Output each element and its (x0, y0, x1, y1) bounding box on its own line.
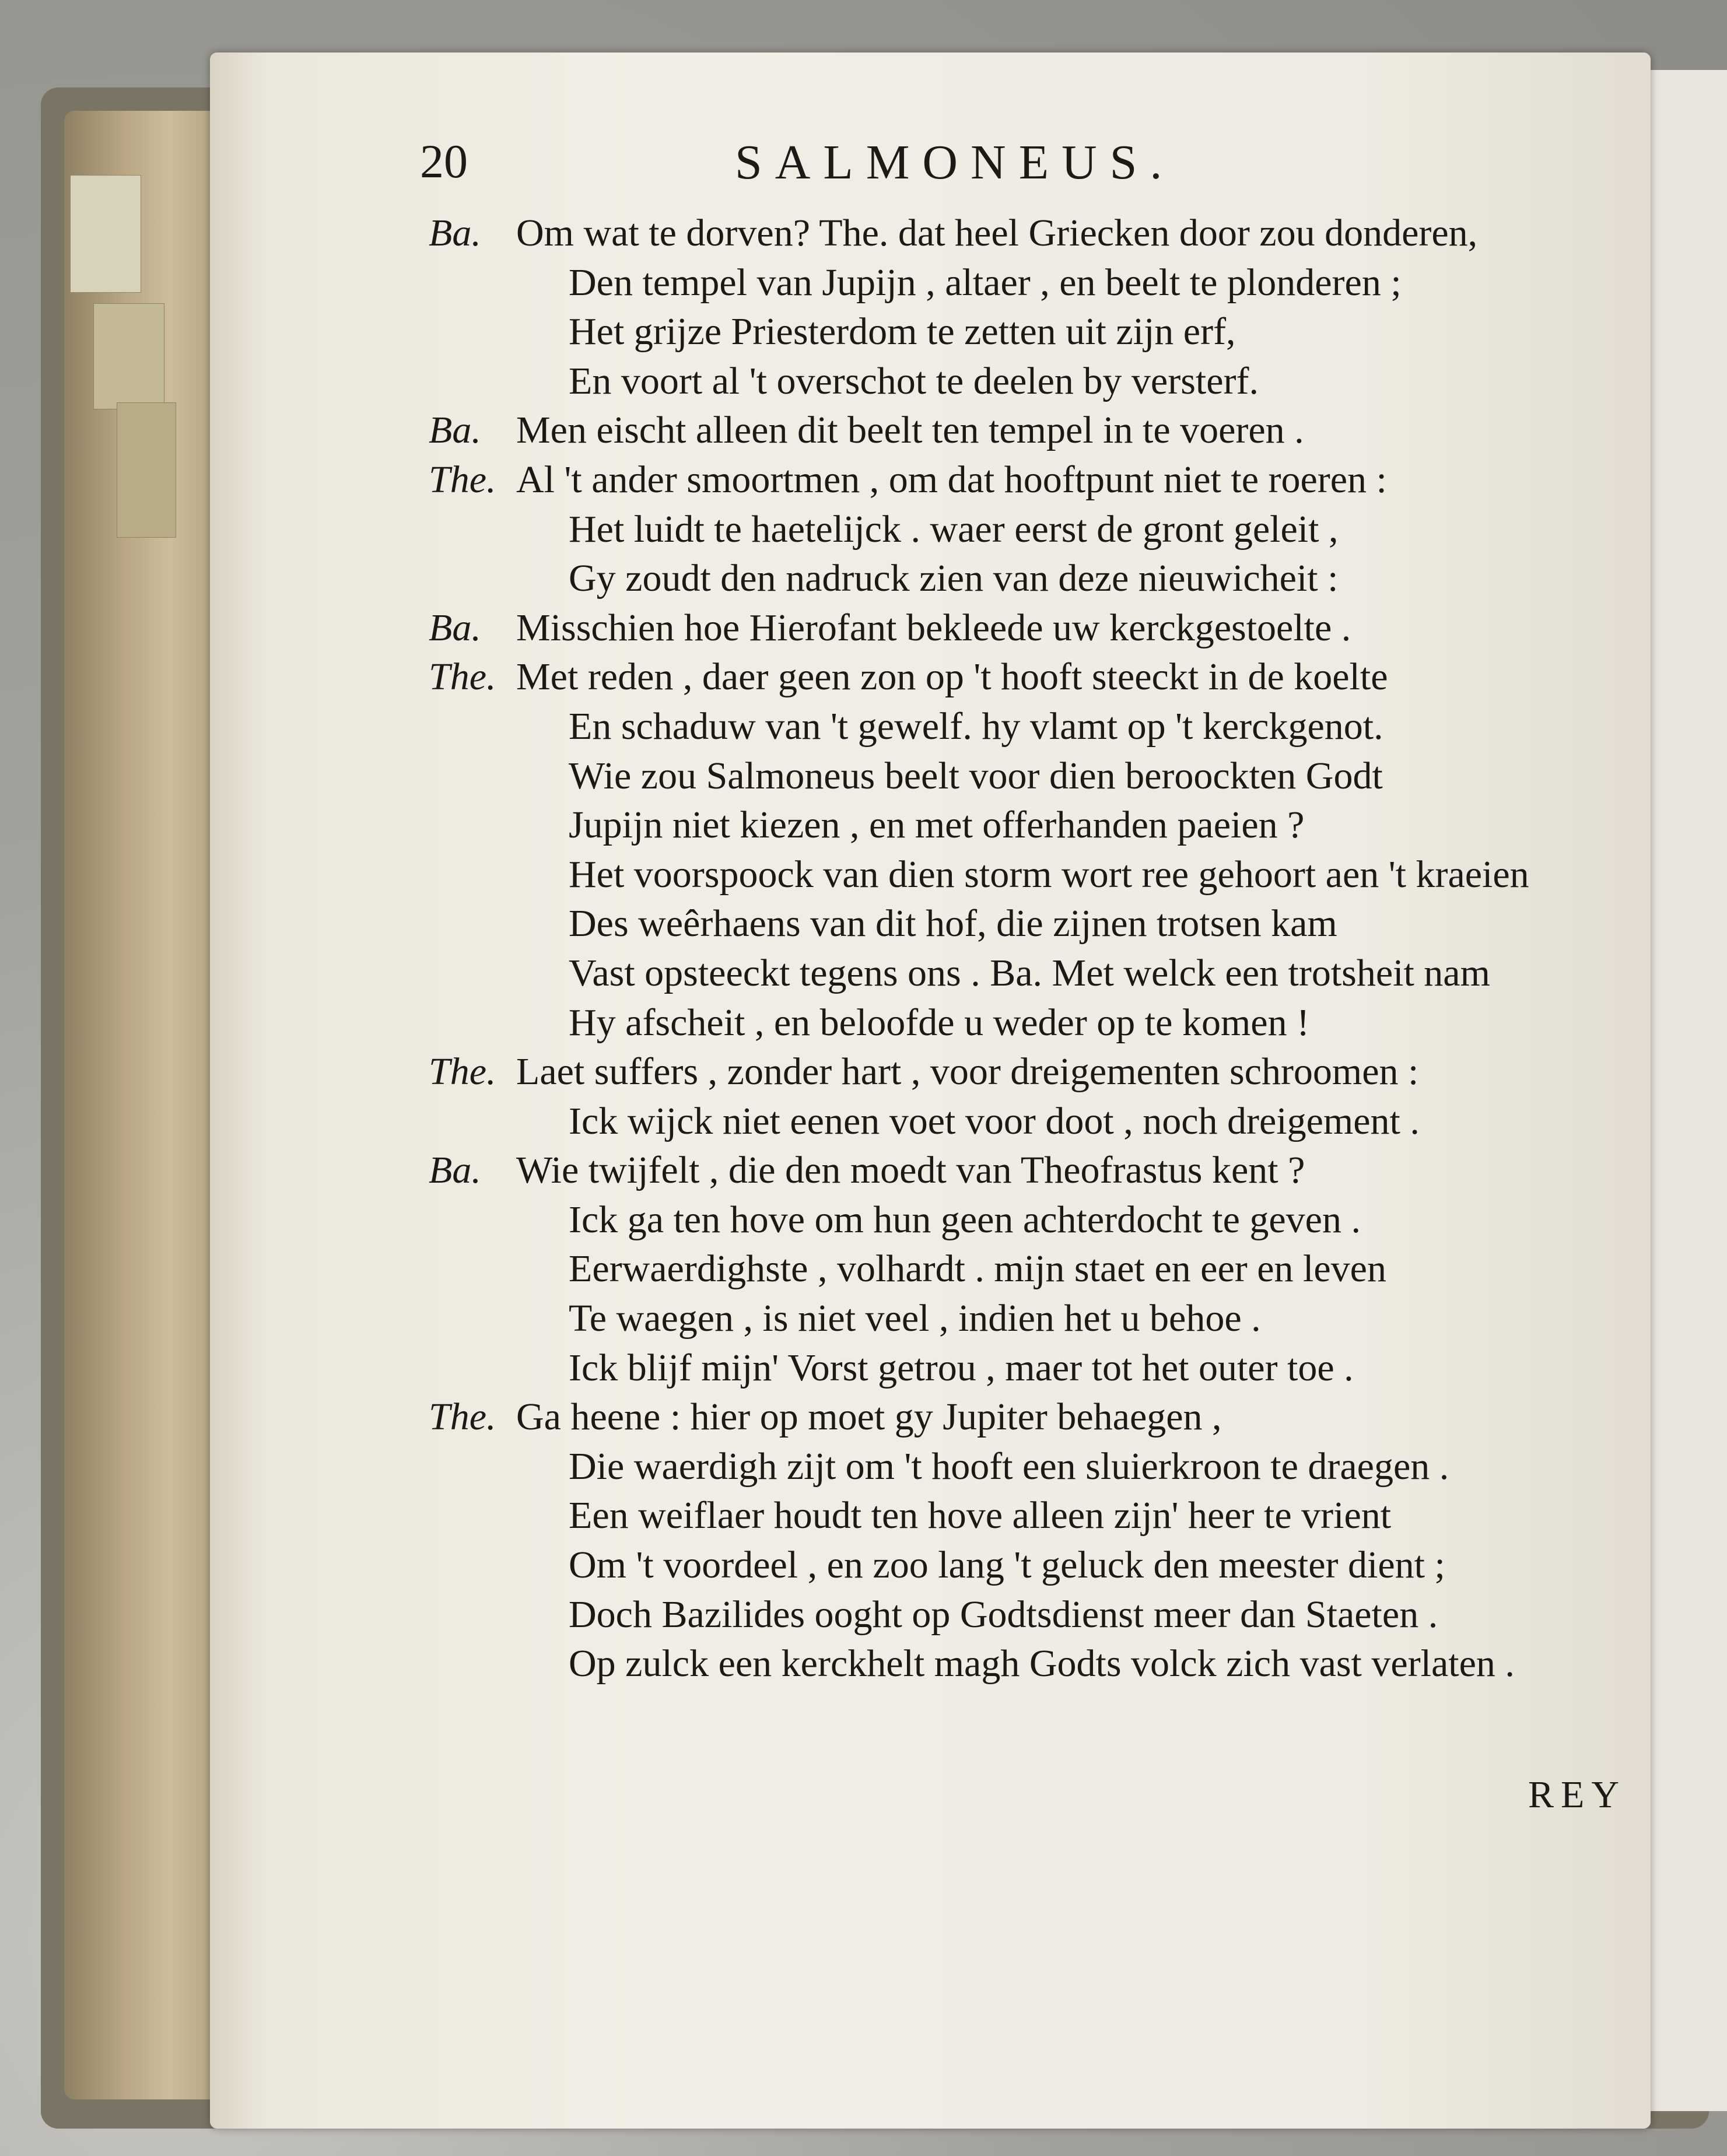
verse-line (429, 1442, 1607, 1492)
verse-line-text: En voort al 't overschot te deelen by versterf. (569, 359, 1259, 402)
verse-line-text: Al 't ander smoortmen , om dat hooftpunt niet te roeren : (516, 458, 1387, 501)
indent (516, 752, 569, 801)
speaker-label: The. (429, 1050, 496, 1093)
verse-line-text: Om wat te dorven? The. dat heel Griecken door zou donderen, (516, 212, 1478, 254)
speaker-label (429, 1590, 516, 1640)
verse-line-text: Eerwaerdighste , volhardt . mijn staet en eer en leven (569, 1247, 1386, 1291)
verse-line-text: Gy zoudt den nadruck zien van deze nieuwicheit : (569, 557, 1339, 600)
page-number: 20 (420, 135, 468, 188)
verse-line (429, 209, 1607, 258)
indent (516, 554, 569, 604)
verse-line (429, 1146, 1607, 1196)
speaker-label: Ba. (429, 212, 481, 254)
verse-line (429, 949, 1607, 998)
verse-line (429, 998, 1607, 1048)
indent (516, 1541, 569, 1590)
verse-line-text: Ick wijck niet eenen voet voor doot , noch dreigement . (569, 1099, 1420, 1142)
verse-line-text: Ick ga ten hove om hun geen achterdocht te geven . (569, 1198, 1361, 1241)
speaker-label (429, 1294, 516, 1344)
verse-line-text: Met reden , daer geen zon op 't hooft steeckt in de koelte (516, 655, 1388, 699)
verse-line-text: Te waegen , is niet veel , indien het u behoe . (569, 1297, 1261, 1340)
verse-line (429, 850, 1607, 900)
verse-line (429, 258, 1607, 308)
verse-line (429, 1639, 1607, 1689)
indent (516, 899, 569, 949)
verse-line (429, 653, 1607, 702)
verse-line-text: Hy afscheit , en beloofde u weder op te komen ! (569, 1001, 1310, 1044)
verse-line-text: Doch Bazilides ooght op Godtsdienst meer dan Staeten . (569, 1593, 1438, 1636)
verse-line-text: Ick blijf mijn' Vorst getrou , maer tot het outer toe . (569, 1346, 1354, 1389)
speaker-label (429, 899, 516, 949)
verse-line (429, 1590, 1607, 1640)
speaker-label (429, 1639, 516, 1689)
verse-line-text: Om 't voordeel , en zoo lang 't geluck den meester dient ; (569, 1544, 1445, 1587)
verse-line-text: Ga heene : hier op moet gy Jupiter behaegen , (516, 1396, 1222, 1439)
indent (516, 702, 569, 752)
verse-line (429, 1393, 1607, 1442)
indent (516, 998, 569, 1048)
indent (516, 1590, 569, 1640)
verse-line-text: Des weêrhaens van dit hof, die zijnen trotsen kam (569, 902, 1337, 945)
verse-line (429, 307, 1607, 357)
indent (516, 505, 569, 555)
speaker-label (429, 702, 516, 752)
indent (516, 1344, 569, 1393)
verse-line (429, 899, 1607, 949)
verse-line-text: Laet suffers , zonder hart , voor dreigementen schroomen : (516, 1050, 1419, 1093)
speaker-label (429, 505, 516, 555)
indent (516, 850, 569, 900)
verse-line (429, 1541, 1607, 1590)
indent (516, 949, 569, 998)
speaker-label (429, 1244, 516, 1294)
speaker-label (429, 1097, 516, 1147)
running-head: SALMONEUS. (735, 135, 1175, 190)
speaker-label (429, 554, 516, 604)
indent (516, 1491, 569, 1541)
speaker-label (429, 1442, 516, 1492)
verse-line (429, 801, 1607, 850)
verse-line (429, 604, 1607, 653)
verse-line-text: Men eischt alleen dit beelt ten tempel in te voeren . (516, 409, 1304, 452)
verse-line-text: Jupijn niet kiezen , en met offerhanden paeien ? (569, 804, 1305, 847)
speaker-label (429, 949, 516, 998)
verse-line-text: Wie twijfelt , die den moedt van Theofrastus kent ? (516, 1149, 1305, 1192)
catchword: REY (1528, 1773, 1626, 1816)
verse-line-text: Het grijze Priesterdom te zetten uit zijn erf, (569, 310, 1236, 353)
speaker-label: The. (429, 655, 496, 699)
verse-line-text: Op zulck een kerckhelt magh Godts volck zich vast verlaten . (569, 1642, 1515, 1685)
verse-line (429, 554, 1607, 604)
speaker-label (429, 258, 516, 308)
indent (516, 307, 569, 357)
verse-line (429, 752, 1607, 801)
speaker-label: The. (429, 458, 496, 501)
speaker-label (429, 1541, 516, 1590)
indent (516, 801, 569, 850)
index-tab (70, 175, 141, 293)
verse-line-text: Vast opsteeckt tegens ons . Ba. Met welck een trotsheit nam (569, 951, 1490, 994)
facing-page-edge (1645, 70, 1727, 2111)
verse-line-text: En schaduw van 't gewelf. hy vlamt op 't kerckgenot. (569, 704, 1383, 748)
verse-line-text: Die waerdigh zijt om 't hooft een sluierkroon te draegen . (569, 1445, 1449, 1488)
speaker-label (429, 998, 516, 1048)
verse-line (429, 1491, 1607, 1541)
verse-text (429, 209, 1607, 1689)
speaker-label (429, 1196, 516, 1245)
verse-line-text: Den tempel van Jupijn , altaer , en beelt te plonderen ; (569, 261, 1402, 304)
indent (516, 1196, 569, 1245)
verse-line-text: Een weiflaer houdt ten hove alleen zijn' heer te vrient (569, 1494, 1392, 1537)
verse-line (429, 702, 1607, 752)
verse-line (429, 406, 1607, 455)
speaker-label (429, 1344, 516, 1393)
verse-line (429, 1196, 1607, 1245)
indent (516, 1294, 569, 1344)
speaker-label: The. (429, 1396, 496, 1439)
speaker-label (429, 307, 516, 357)
indent (516, 1097, 569, 1147)
speaker-label (429, 850, 516, 900)
page-header (420, 134, 1382, 204)
index-tab (93, 303, 164, 409)
indent (516, 357, 569, 406)
speaker-label: Ba. (429, 606, 481, 649)
indent (516, 1244, 569, 1294)
verse-line (429, 1244, 1607, 1294)
verse-line (429, 1344, 1607, 1393)
verse-line (429, 1294, 1607, 1344)
speaker-label: Ba. (429, 409, 481, 452)
indent (516, 258, 569, 308)
speaker-label: Ba. (429, 1149, 481, 1192)
index-tab (117, 402, 176, 538)
verse-line (429, 505, 1607, 555)
verse-line (429, 455, 1607, 505)
speaker-label (429, 1491, 516, 1541)
indent (516, 1442, 569, 1492)
verse-line (429, 1097, 1607, 1147)
indent (516, 1639, 569, 1689)
verse-line-text: Het voorspoock van dien storm wort ree gehoort aen 't kraeien (569, 853, 1529, 896)
speaker-label (429, 801, 516, 850)
verse-line-text: Wie zou Salmoneus beelt voor dien beroockten Godt (569, 754, 1383, 797)
verse-line-text: Het luidt te haetelijck . waer eerst de gront geleit , (569, 507, 1339, 551)
verse-line-text: Misschien hoe Hierofant bekleede uw kerckgestoelte . (516, 606, 1351, 649)
speaker-label (429, 752, 516, 801)
verse-line (429, 1047, 1607, 1097)
speaker-label (429, 357, 516, 406)
verse-line (429, 357, 1607, 406)
